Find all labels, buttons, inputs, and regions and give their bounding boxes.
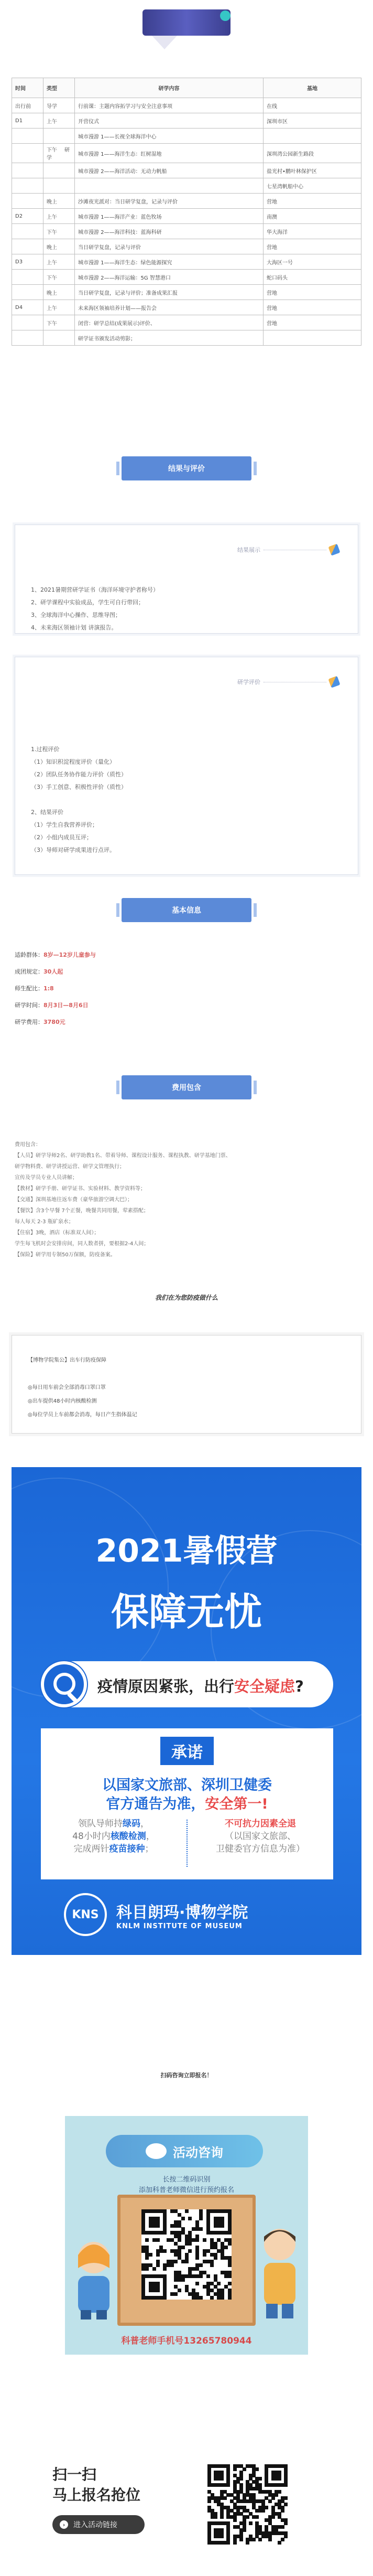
epidemic-section-title: 我们在为您防疫做什么	[155, 1294, 218, 1301]
table-row	[12, 315, 361, 330]
list-item: 3、全球海洋中心操作、思维导图；	[31, 612, 121, 618]
cell-content: 行前课：主题内容拓学习与安全注意事项	[75, 98, 264, 113]
cell-content: 城市漫游 1——海洋生态：绿色能源探究	[75, 254, 264, 270]
fee-item: 【住宿】3晚，酒店（标准双人间）；	[15, 1230, 100, 1236]
cell-day: D4	[12, 300, 43, 315]
cell-base: 盐光村•鹏叶林保护区	[264, 163, 361, 178]
table-row	[12, 254, 361, 270]
list-item: 1.过程评价	[31, 746, 60, 753]
promise-line-2: 官方通告为准，安全第一!	[106, 1796, 268, 1812]
basic-info-item	[15, 950, 96, 959]
cell-day	[12, 315, 43, 330]
arrow-right-icon: ›	[60, 2520, 68, 2529]
cell-base: 深圳湾公园新生路段	[264, 144, 361, 163]
cell-base: 营地	[264, 300, 361, 315]
poster-search-text: 疫情原因紧张，出行安全疑虑?	[97, 1677, 304, 1695]
cell-base: 蛇口码头	[264, 270, 361, 285]
fee-item: 宣传及学员专业人员讲解；	[15, 1175, 78, 1181]
poster-title-year: 2021暑假营	[95, 1533, 278, 1569]
fee-item: 费用包含：	[15, 1142, 41, 1148]
cell-day	[12, 178, 43, 194]
basic-info-value: 30人起	[43, 968, 63, 975]
list-item: 2、研学课程中实验成品，学生可自行带回；	[31, 599, 144, 606]
cell-content: 闭营：研学总结(成果展示)评价、	[75, 315, 264, 330]
basic-info-value: 8月3日—8月6日	[43, 1002, 89, 1009]
cell-base	[264, 330, 361, 346]
table-row	[12, 194, 361, 209]
list-item: （3）手工创意、积极性评价（质性）	[31, 784, 127, 790]
student-girl-figure	[70, 2237, 117, 2321]
fee-item: 【教材】研学手册、研学证书、实验材料、教学资料等；	[15, 1186, 146, 1192]
header-content: 研学内容	[75, 78, 264, 98]
institute-logo-icon: KNS	[64, 1893, 107, 1936]
top-banner-decoration	[142, 9, 231, 36]
cell-day: D1	[12, 113, 43, 129]
list-item: （3）导师对研学成果进行点评。	[31, 847, 115, 853]
cell-slot	[43, 178, 75, 194]
result-card-evaluation	[15, 657, 358, 875]
cell-slot	[43, 163, 75, 178]
table-row	[12, 98, 361, 113]
basic-info-label: 师生配比：	[15, 985, 43, 992]
cell-content: 当日研学复盘，记录与评价；准备成果汇报	[75, 285, 264, 300]
table-row	[12, 178, 361, 194]
enter-activity-link-label: 进入活动链接	[73, 2521, 117, 2529]
cell-slot	[43, 129, 75, 144]
wechat-qr-code[interactable]	[141, 2209, 232, 2300]
poster-title-slogan: 保障无忧	[111, 1590, 262, 1634]
basic-info-label: 成团规定：	[15, 968, 43, 975]
basic-info-item	[15, 984, 54, 992]
cell-day	[12, 144, 43, 163]
epidemic-item: ◎每位学员上车前都会消毒，每日产生指体温记	[28, 1412, 137, 1418]
signup-qr-code[interactable]	[207, 2464, 287, 2544]
cell-slot: 导学	[43, 98, 75, 113]
evaluation-card-list	[31, 743, 127, 857]
cell-base	[264, 129, 361, 144]
pen-icon	[328, 543, 340, 555]
cell-slot: 上午	[43, 254, 75, 270]
cell-day	[12, 330, 43, 346]
cell-day: 出行前	[12, 98, 43, 113]
cell-content: 沙滩夜光派对：当日研学复盘，记录与评价	[75, 194, 264, 209]
cell-day	[12, 224, 43, 239]
section-results-title: 结果与评价	[122, 456, 251, 480]
cell-slot-label: 下午	[47, 147, 57, 153]
cell-slot: 上午	[43, 209, 75, 224]
cell-base: 营地	[264, 285, 361, 300]
cell-content: 城市漫游 1——海洋产业：蓝色牧场	[75, 209, 264, 224]
cell-content: 城市漫游 2——海洋科技：蓝海科研	[75, 224, 264, 239]
cell-content: 城市漫游 2——海洋运输：5G 智慧港口	[75, 270, 264, 285]
basic-info-label: 研学时间：	[15, 1002, 43, 1009]
cell-day	[12, 239, 43, 254]
table-row	[12, 163, 361, 178]
cell-day	[12, 194, 43, 209]
schedule-body	[12, 98, 361, 346]
basic-info-value: 1:8	[43, 985, 54, 992]
consult-banner-label: 活动咨询	[173, 2145, 223, 2160]
list-item: 2、结果评价	[31, 809, 63, 816]
cell-day: D3	[12, 254, 43, 270]
cell-slot	[43, 330, 75, 346]
list-item: （2）团队任务协作能力评价（质性）	[31, 771, 127, 778]
list-item: 1、2021暑期营研学证书（海洋环境守护者称号）	[31, 586, 159, 593]
cell-day: D2	[12, 209, 43, 224]
cell-slot: 晚上	[43, 194, 75, 209]
institute-english-name: KNLM INSTITUTE OF MUSEUM	[116, 1922, 243, 1930]
basic-info-value: 3780元	[43, 1019, 65, 1025]
table-row	[12, 270, 361, 285]
evaluation-card-tag	[237, 677, 339, 687]
epidemic-item: ◎出车提供48小时内核酸检测	[28, 1398, 97, 1404]
fee-item: 学生每飞机时会安排房间，同人数者拼，要根据2-4人间；	[15, 1241, 149, 1247]
promise-divider	[186, 1820, 188, 1867]
schedule-table	[12, 78, 361, 346]
table-row	[12, 239, 361, 254]
header-time: 时间	[12, 78, 43, 98]
epidemic-heading: 【博物学院集公】出车行防疫保障	[28, 1358, 106, 1363]
chat-bubble-icon	[146, 2143, 167, 2159]
result-card-list	[31, 584, 159, 634]
cell-slot: 上午	[43, 300, 75, 315]
fee-item: 【人员】研学导师2名、研学助教1名、带着导师、课程设计服务、课程执教、研学基地门票、	[15, 1153, 231, 1159]
basic-info-label: 研学费用：	[15, 1019, 43, 1025]
cell-base: 华大海洋	[264, 224, 361, 239]
result-tag-label: 结果展示	[237, 547, 260, 553]
cell-content: 未来海区领袖培养计划——报告会	[75, 300, 264, 315]
cell-content	[75, 178, 264, 194]
cell-base: 南澳	[264, 209, 361, 224]
section-basic-title: 基本信息	[122, 898, 251, 922]
table-row	[12, 209, 361, 224]
basic-info-item	[15, 1001, 89, 1009]
fee-item: 研学物料费、研学讲授运营、研学文管理执行；	[15, 1164, 125, 1170]
basic-info-item	[15, 1018, 65, 1026]
consult-instruction-2: 添加科普老师微信进行预约报名	[138, 2186, 234, 2194]
list-item: （2）小组内成员互评；	[31, 834, 92, 841]
consult-instruction-1: 长按二维码识别	[162, 2176, 211, 2184]
cell-content: 城市漫游 2——海洋活动：无动力帆船	[75, 163, 264, 178]
enter-activity-link-button[interactable]	[52, 2515, 145, 2534]
consult-poster	[65, 2116, 308, 2355]
promise-panel	[41, 1728, 333, 1879]
cell-slot: 晚上	[43, 239, 75, 254]
cell-base: 在线	[264, 98, 361, 113]
epidemic-item: ◎每日用车前会全部消毒口罩口罩	[28, 1385, 106, 1391]
table-header-row	[12, 78, 361, 98]
cell-slot: 晚上	[43, 285, 75, 300]
footer-signup-text: 马上报名抢位	[52, 2486, 141, 2504]
table-row	[12, 129, 361, 144]
cell-base: 大海区一号	[264, 254, 361, 270]
safety-poster	[12, 1467, 361, 1955]
cell-content: 开营仪式	[75, 113, 264, 129]
cell-base: 深圳市区	[264, 113, 361, 129]
cell-slot: 下午	[43, 270, 75, 285]
cell-day	[12, 285, 43, 300]
cell-slot: 下午	[43, 315, 75, 330]
cell-slot: 下午	[43, 224, 75, 239]
cell-base: 营地	[264, 194, 361, 209]
qr-board	[117, 2195, 256, 2326]
pen-icon	[328, 676, 340, 688]
cell-day	[12, 270, 43, 285]
evaluation-tag-label: 研学评价	[237, 679, 260, 686]
basic-info-label: 适龄群体：	[15, 952, 43, 958]
basic-info-item	[15, 967, 63, 976]
promise-guide-requirements: 领队导师持绿码， 48小时内核酸检测， 完成两针疫苗接种；	[72, 1819, 155, 1854]
poster-search-bar	[41, 1661, 333, 1707]
result-card-tag	[237, 545, 339, 554]
teacher-phone: 科普老师手机号13265780944	[121, 2336, 252, 2346]
list-item: 4、未来海区领袖计划 讲演报告。	[31, 624, 117, 631]
cell-content: 研学证书颁发活动剪影；	[75, 330, 264, 346]
fee-list	[15, 1139, 231, 1260]
header-base: 基地	[264, 78, 361, 98]
result-card-display	[15, 525, 358, 634]
table-row	[12, 300, 361, 315]
header-type: 类型	[43, 78, 75, 98]
magnifier-icon	[41, 1661, 87, 1707]
promise-line-1: 以国家文旅部、深圳卫健委	[102, 1777, 272, 1793]
poster-logo	[64, 1893, 248, 1936]
institute-name: 科目朗玛·博物学院	[116, 1903, 248, 1922]
promise-refund-policy: 不可抗力因素全退 （以国家文旅部、 卫健委官方信息为准）	[216, 1819, 305, 1854]
cell-base: 营地	[264, 315, 361, 330]
epidemic-box	[12, 1335, 361, 1434]
fee-item: 每人每天 2-3 瓶矿泉水；	[15, 1219, 74, 1225]
cell-content: 城市漫游 1——长视全球海洋中心	[75, 129, 264, 144]
cell-slot	[43, 144, 75, 163]
fee-item: 【餐饮】含3个早餐 7个正餐，晚餐共同用餐，荤素搭配；	[15, 1208, 149, 1214]
promise-tag: 承诺	[160, 1737, 214, 1765]
cell-slot: 上午	[43, 113, 75, 129]
basic-info-value: 8岁—12岁儿童参与	[43, 952, 96, 958]
list-item: （1）学生自我营养评价；	[31, 821, 98, 828]
list-item	[31, 794, 127, 806]
cell-type: 研学	[47, 147, 70, 161]
table-row	[12, 330, 361, 346]
cell-day	[12, 129, 43, 144]
table-row	[12, 285, 361, 300]
fee-item: 【保险】研学用专制50万保额，防疫备案。	[15, 1252, 116, 1258]
consult-section-title: 扫码咨询立即报名！	[160, 2072, 213, 2079]
footer-scan-text: 扫一扫	[52, 2466, 97, 2483]
top-notch-decoration	[152, 36, 177, 49]
table-row	[12, 144, 361, 163]
table-row	[12, 113, 361, 129]
fee-item: 【交通】深圳基地往返车费（豪华旅游空调大巴）；	[15, 1197, 133, 1203]
section-fees-title: 费用包含	[122, 1075, 251, 1099]
cell-base: 七星湾帆船中心	[264, 178, 361, 194]
student-boy-figure	[255, 2221, 305, 2321]
cell-day	[12, 163, 43, 178]
cell-content: 城市漫游 1——海洋生态：红树湿地	[75, 144, 264, 163]
top-dot-decoration	[220, 10, 231, 21]
consult-banner	[106, 2135, 263, 2167]
list-item: （1）知识积淀程度评价（量化）	[31, 758, 115, 765]
cell-base: 营地	[264, 239, 361, 254]
cell-content: 当日研学复盘，记录与评价	[75, 239, 264, 254]
table-row	[12, 224, 361, 239]
